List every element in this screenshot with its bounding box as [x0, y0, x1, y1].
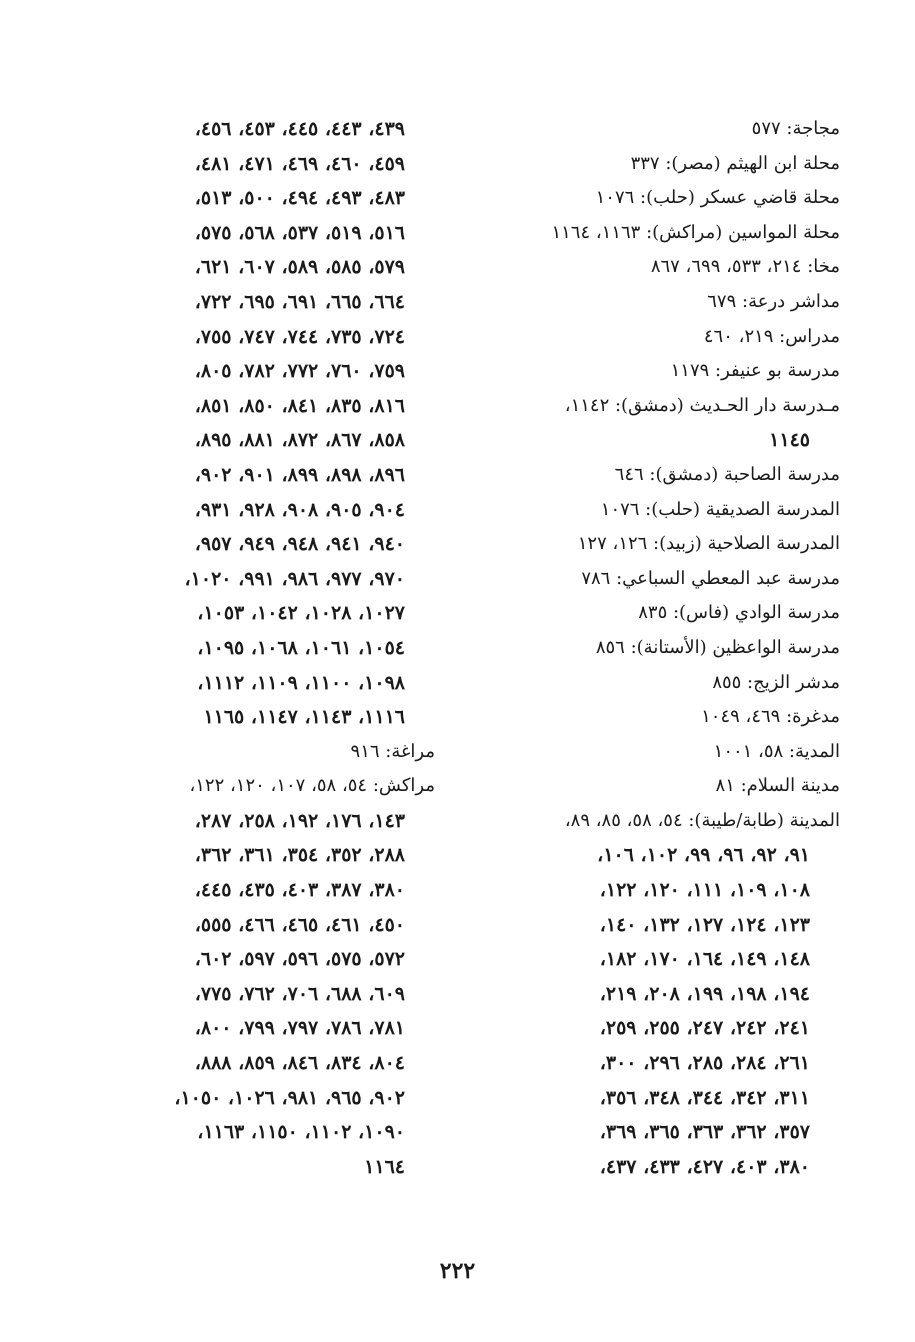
index-entry-continuation: ١٠٢٧، ١٠٢٨، ١٠٤٢، ١٠٥٣، — [197, 602, 405, 625]
index-entry-continuation: ٧٢٤، ٧٣٥، ٧٤٤، ٧٤٧، ٧٥٥، — [194, 325, 405, 348]
index-entry-continuation: ١٠٩٠، ١١٠٢، ١١٥٠، ١١٦٣، — [197, 1121, 405, 1144]
index-entry-continuation: ١٢٣، ١٢٤، ١٢٧، ١٣٢، ١٤٠، — [599, 913, 810, 936]
index-entry-continuation: ٥١٦، ٥١٩، ٥٣٧، ٥٦٨، ٥٧٥، — [194, 221, 405, 244]
index-entry: مجاجة: ٥٧٧ — [751, 118, 840, 139]
index-entry: مدرسة عبد المعطي السباعي: ٧٨٦ — [581, 567, 840, 589]
index-entry-continuation: ٨٠٤، ٨٣٤، ٨٤٦، ٨٥٩، ٨٨٨، — [194, 1052, 405, 1075]
index-entry: مدراس: ٢١٩، ٤٦٠ — [703, 325, 840, 347]
index-entry-continuation: ٩٧٠، ٩٧٧، ٩٨٦، ٩٩١، ١٠٢٠، — [184, 567, 405, 590]
index-entry: المدرسة الصديقية (حلب): ١٠٧٦ — [600, 498, 840, 520]
index-entry-continuation: ٤٥٠، ٤٦١، ٤٦٥، ٤٦٦، ٥٥٥، — [194, 913, 405, 936]
index-entry-continuation: ٢٨٨، ٣٥٢، ٣٥٤، ٣٦١، ٣٦٢، — [194, 844, 405, 867]
index-entry-continuation: ١٩٤، ١٩٨، ١٩٩، ٢٠٨، ٢١٩، — [599, 982, 810, 1005]
index-entry-continuation: ٣١١، ٣٤٢، ٣٤٤، ٣٤٨، ٣٥٦، — [599, 1086, 810, 1109]
index-entry-continuation: ٥٧٢، ٥٧٥، ٥٩٦، ٥٩٧، ٦٠٢، — [194, 948, 405, 971]
index-entry-continuation: ٣٥٧، ٣٦٢، ٣٦٣، ٣٦٥، ٣٦٩، — [599, 1121, 810, 1144]
index-entry: مراغة: ٩١٦ — [350, 740, 435, 762]
index-entry-continuation: ١١١٦، ١١٤٣، ١١٤٧، ١١٦٥ — [203, 706, 405, 729]
index-entry: المدينة (طابة/طيبة): ٥٤، ٥٨، ٨٥، ٨٩، — [564, 809, 840, 831]
index-entry: مدرسة الوادي (فاس): ٨٣٥ — [638, 602, 840, 624]
index-entry-continuation: ٤٥٩، ٤٦٠، ٤٦٩، ٤٧١، ٤٨١، — [194, 152, 405, 175]
index-entry-continuation: ٣٨٠، ٣٨٧، ٤٠٣، ٤٣٥، ٤٤٥، — [194, 879, 405, 902]
right-index-column — [465, 112, 840, 1184]
index-entry-continuation: ١٠٩٨، ١١٠٠، ١١٠٩، ١١١٢، — [197, 671, 405, 694]
index-entry-continuation: ٦٠٩، ٦٨٨، ٧٠٦، ٧٦٢، ٧٧٥، — [194, 982, 405, 1005]
index-entry: مدشر الزيج: ٨٥٥ — [712, 671, 840, 693]
index-entry: مراكش: ٥٤، ٥٨، ١٠٧، ١٢٠، ١٢٢، — [189, 775, 435, 797]
index-entry-continuation: ١٤٣، ١٧٦، ١٩٢، ٢٥٨، ٢٨٧، — [194, 809, 405, 832]
index-entry-continuation: ٨١٦، ٨٣٥، ٨٤١، ٨٥٠، ٨٥١، — [194, 394, 405, 417]
index-entry-continuation: ٧٥٩، ٧٦٠، ٧٧٢، ٧٨٢، ٨٠٥، — [194, 360, 405, 383]
index-entry-continuation: ٨٥٨، ٨٦٧، ٨٧٢، ٨٨١، ٨٩٥، — [194, 429, 405, 452]
index-entry-continuation: ١١٤٥ — [769, 429, 810, 452]
index-entry-continuation: ٥٧٩، ٥٨٥، ٥٨٩، ٦٠٧، ٦٢١، — [194, 256, 405, 279]
index-entry-continuation: ٣٨٠، ٤٠٣، ٤٢٧، ٤٣٣، ٤٣٧، — [599, 1155, 810, 1178]
index-entry-continuation: ٢٤١، ٢٤٢، ٢٤٧، ٢٥٥، ٢٥٩، — [599, 1017, 810, 1040]
index-entry-continuation: ٩٠٤، ٩٠٥، ٩٠٨، ٩٢٨، ٩٣١، — [194, 498, 405, 521]
index-entry-continuation: ٩١، ٩٢، ٩٦، ٩٩، ١٠٢، ١٠٦، — [597, 844, 810, 867]
index-entry-continuation: ١١٦٤ — [364, 1155, 405, 1178]
index-entry: المدرسة الصلاحية (زبيد): ١٢٦، ١٢٧ — [577, 533, 840, 555]
index-entry-continuation: ١٤٨، ١٤٩، ١٦٤، ١٧٠، ١٨٢، — [599, 948, 810, 971]
index-entry-continuation: ٤٣٩، ٤٤٣، ٤٤٥، ٤٥٣، ٤٥٦، — [194, 118, 405, 140]
index-entry-continuation: ١٠٨، ١٠٩، ١١١، ١٢٠، ١٢٢، — [599, 879, 810, 902]
index-entry-continuation: ٩٤٠، ٩٤١، ٩٤٨، ٩٤٩، ٩٥٧، — [194, 533, 405, 556]
index-entry-continuation: ٩٠٢، ٩٦٥، ٩٨١، ١٠٢٦، ١٠٥٠، — [174, 1086, 405, 1109]
index-entry: مدينة السلام: ٨١ — [715, 775, 840, 797]
index-entry: مدغرة: ٤٦٩، ١٠٤٩ — [701, 706, 840, 728]
index-entry-continuation: ١٠٥٤، ١٠٦١، ١٠٦٨، ١٠٩٥، — [197, 636, 405, 659]
index-entry-continuation: ٦٦٤، ٦٦٥، ٦٩١، ٦٩٥، ٧٢٢، — [194, 290, 405, 313]
index-entry: مدرسة بو عنيفر: ١١٧٩ — [670, 360, 840, 382]
index-entry-continuation: ٤٨٣، ٤٩٣، ٤٩٤، ٥٠٠، ٥١٣، — [194, 187, 405, 210]
index-entry-continuation: ٨٩٦، ٨٩٨، ٨٩٩، ٩٠١، ٩٠٢، — [194, 463, 405, 486]
index-entry: مداشر درعة: ٦٧٩ — [707, 290, 840, 312]
index-entry: محلة قاضي عسكر (حلب): ١٠٧٦ — [595, 187, 840, 209]
index-entry: المدية: ٥٨، ١٠٠١ — [713, 740, 840, 762]
index-entry-continuation: ٢٦١، ٢٨٤، ٢٨٥، ٢٩٦، ٣٠٠، — [599, 1052, 810, 1075]
left-index-column — [80, 112, 435, 1184]
index-entry: مدرسة الواعظين (الأستانة): ٨٥٦ — [595, 636, 840, 658]
page-number: ٢٢٢ — [439, 1258, 476, 1284]
index-entry: محلة ابن الهيثم (مصر): ٣٣٧ — [630, 152, 840, 174]
index-entry: محلة المواسين (مراكش): ١١٦٣، ١١٦٤ — [551, 221, 840, 243]
index-entry: مدرسة الصاحبة (دمشق): ٦٤٦ — [614, 463, 840, 485]
index-entry-continuation: ٧٨١، ٧٨٦، ٧٩٧، ٧٩٩، ٨٠٠، — [194, 1017, 405, 1040]
index-entry: مخا: ٢١٤، ٥٣٣، ٦٩٩، ٨٦٧ — [650, 256, 840, 278]
index-entry: مـدرسة دار الحـديث (دمشق): ١١٤٢، — [564, 394, 840, 416]
